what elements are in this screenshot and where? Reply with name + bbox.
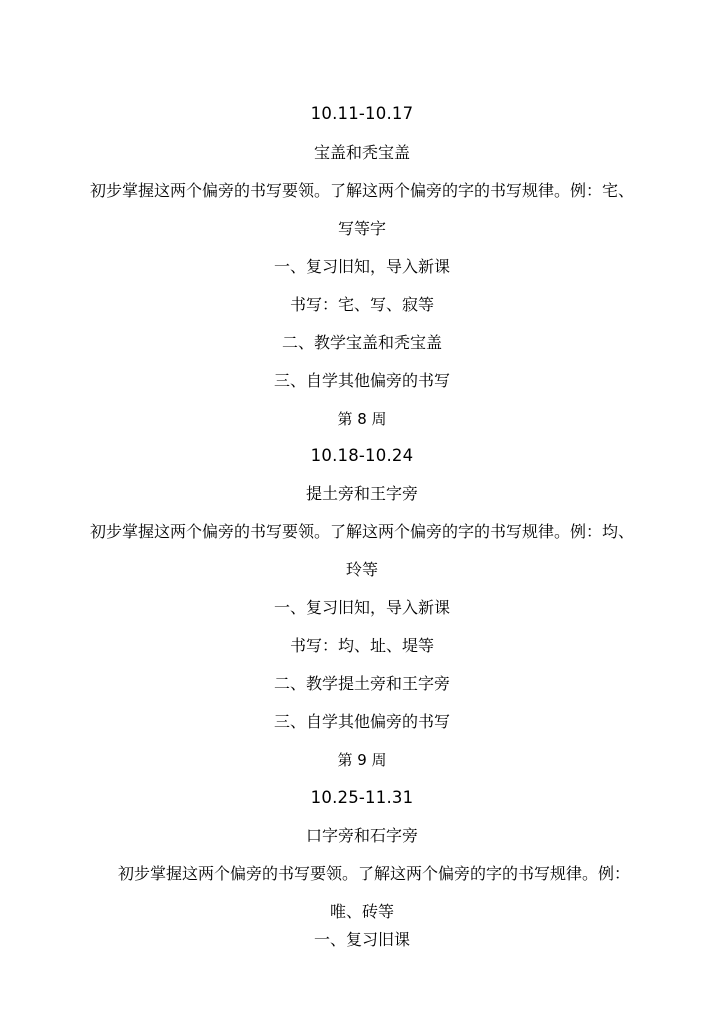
date-range: 10.25-11.31 bbox=[310, 788, 414, 807]
week-heading: 第 8 周 bbox=[337, 410, 387, 428]
week-heading: 第 9 周 bbox=[337, 751, 387, 769]
lesson-objective-continued: 玲等 bbox=[345, 560, 378, 579]
step-two: 二、教学提土旁和王字旁 bbox=[273, 674, 450, 693]
writing-practice: 书写：均、址、堤等 bbox=[289, 636, 434, 655]
date-range: 10.18-10.24 bbox=[310, 446, 414, 465]
lesson-title: 宝盖和秃宝盖 bbox=[313, 143, 410, 162]
date-range: 10.11-10.17 bbox=[310, 104, 414, 123]
step-one: 一、复习旧知，导入新课 bbox=[273, 598, 450, 617]
step-one: 一、复习旧知，导入新课 bbox=[273, 257, 450, 276]
lesson-title: 口字旁和石字旁 bbox=[305, 826, 418, 845]
step-one: 一、复习旧课 bbox=[313, 930, 410, 949]
lesson-objective-continued: 写等字 bbox=[337, 219, 386, 238]
lesson-objective-continued: 唯、砖等 bbox=[329, 902, 394, 921]
step-three: 三、自学其他偏旁的书写 bbox=[273, 371, 450, 390]
lesson-objective: 初步掌握这两个偏旁的书写要领。了解这两个偏旁的字的书写规律。例： bbox=[117, 864, 630, 883]
step-two: 二、教学宝盖和秃宝盖 bbox=[281, 333, 442, 352]
step-three: 三、自学其他偏旁的书写 bbox=[273, 712, 450, 731]
lesson-objective: 初步掌握这两个偏旁的书写要领。了解这两个偏旁的字的书写规律。例：宅、 bbox=[89, 181, 634, 200]
lesson-objective: 初步掌握这两个偏旁的书写要领。了解这两个偏旁的字的书写规律。例：均、 bbox=[89, 522, 634, 541]
writing-practice: 书写：宅、写、寂等 bbox=[289, 295, 434, 314]
lesson-title: 提土旁和王字旁 bbox=[305, 484, 418, 503]
